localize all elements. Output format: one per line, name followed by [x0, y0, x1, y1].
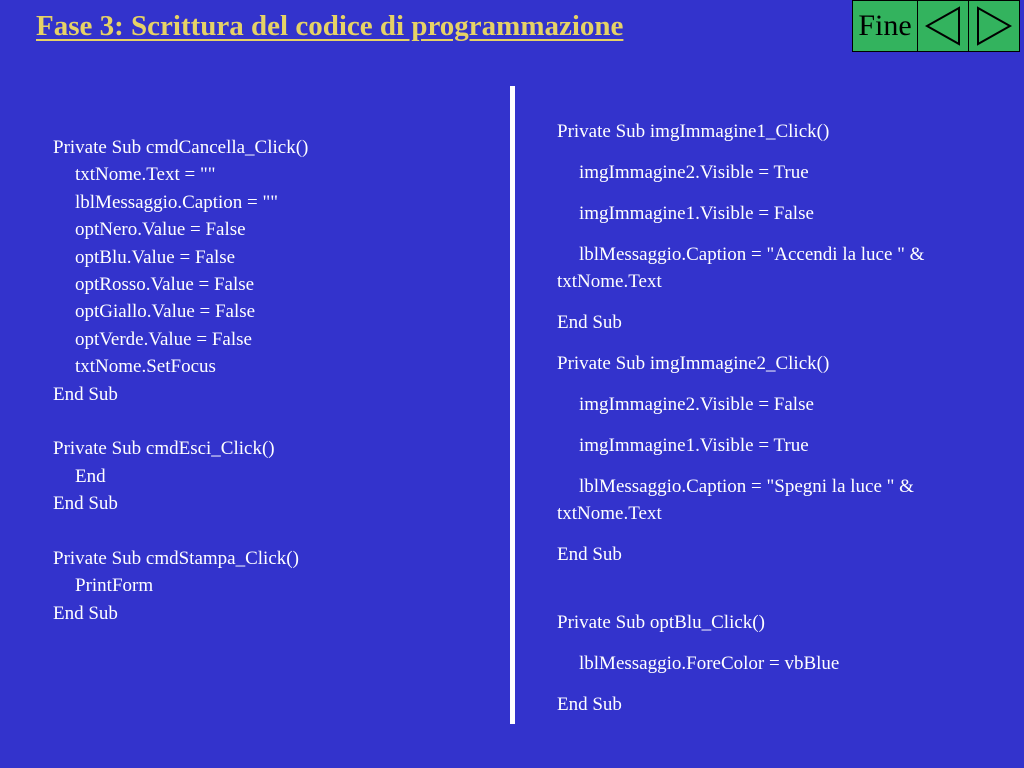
code-line: End Sub: [557, 312, 622, 333]
previous-button[interactable]: [918, 0, 969, 52]
code-line: End Sub: [53, 383, 118, 405]
code-line: Private Sub cmdCancella_Click(): [53, 137, 309, 158]
code-line: End: [75, 465, 106, 487]
code-line: optBlu.Value = False: [75, 246, 236, 268]
next-button[interactable]: [969, 0, 1020, 52]
code-line: PrintForm: [75, 575, 154, 597]
page-title: Fase 3: Scrittura del codice di programmazione: [36, 10, 624, 42]
code-line: optVerde.Value = False: [75, 328, 252, 350]
code-line: lblMessaggio.Caption = "": [75, 191, 279, 213]
code-line: lblMessaggio.Caption = "Spegni la luce " & txtNome.Text: [557, 476, 914, 524]
code-line: imgImmagine2.Visible = True: [579, 162, 809, 183]
fine-button[interactable]: [852, 0, 918, 52]
code-line: Private Sub cmdEsci_Click(): [53, 438, 275, 460]
code-line: lblMessaggio.ForeColor = vbBlue: [579, 653, 840, 674]
fine-label: Fine: [858, 9, 912, 42]
code-line: End Sub: [53, 493, 118, 515]
code-line: imgImmagine1.Visible = False: [579, 203, 814, 224]
code-line: txtNome.SetFocus: [75, 356, 216, 378]
code-line: txtNome.Text = "": [75, 164, 216, 186]
nav-bar: [852, 0, 1020, 52]
column-divider: [510, 86, 515, 724]
code-line: End Sub: [557, 544, 622, 565]
code-line: Private Sub optBlu_Click(): [557, 612, 765, 633]
code-line: End Sub: [53, 602, 118, 624]
code-line: optGiallo.Value = False: [75, 301, 256, 323]
code-line: optNero.Value = False: [75, 219, 246, 241]
left-code-block: [53, 134, 493, 627]
code-line: End Sub: [557, 694, 622, 715]
code-line: optRosso.Value = False: [75, 274, 255, 296]
code-line: imgImmagine2.Visible = False: [579, 394, 814, 415]
code-line: Private Sub imgImmagine1_Click(): [557, 121, 830, 142]
code-line: Private Sub imgImmagine2_Click(): [557, 353, 830, 374]
code-line: lblMessaggio.Caption = "Accendi la luce " & txtNome.Text: [557, 244, 925, 292]
triangle-left-icon: [921, 4, 965, 48]
code-line: imgImmagine1.Visible = True: [579, 435, 809, 456]
right-code-block: [557, 118, 987, 732]
triangle-right-icon: [972, 4, 1016, 48]
code-line: Private Sub cmdStampa_Click(): [53, 548, 299, 570]
